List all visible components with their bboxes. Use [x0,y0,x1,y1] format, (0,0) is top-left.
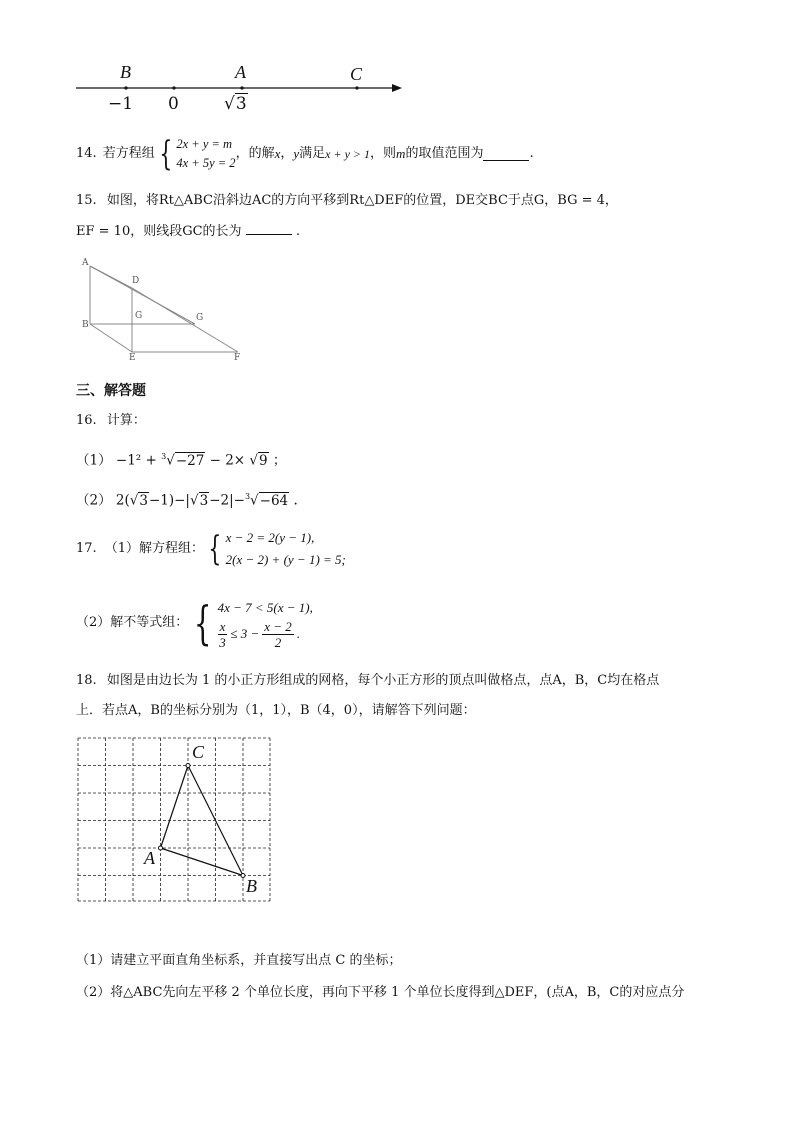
q16-p2-a: 2( [115,492,130,509]
point-zero [172,86,175,89]
q17-p2-frac2: $\frac{x - 2}{2}$ [264,618,292,650]
q16-p1-a: −1² + [115,452,162,469]
segment-ad [90,266,132,288]
segment-df [132,288,238,352]
q18-number: 18. [76,673,97,688]
q15-line2b: . [295,224,300,239]
q16-p2-end: . [293,492,298,509]
tick-sqrt3: √3 [224,94,247,114]
fig-label-g-inner: G [135,311,143,321]
q16-p2-cube: −64 [259,492,289,509]
question-15-line2 [76,222,300,241]
point-b [241,874,245,878]
fig-label-d: D [132,276,140,286]
q15-line1: 如图，将Rt△ABC沿斜边AC的方向平移到Rt△DEF的位置，DE交BC于点G，BG = 4， [106,193,618,208]
number-line [70,58,410,118]
label-a: A [235,62,246,82]
q16-number: 16. [76,413,97,428]
q14-eq2: 4x + 5y = 2 [176,156,236,170]
segment-be [90,324,132,352]
q16-p1-b: − 2× [209,452,246,469]
q14-mid2: 满足 [299,146,326,161]
fig-label-f: F [234,353,241,363]
q14-mid3: ，则 [370,146,397,161]
question-18-part2: （2）将△ABC先向左平移 2 个单位长度，再向下平移 1 个单位长度得到△DEF，(点A，B，C的对应点分 [76,985,685,1000]
q16-title: 计算： [106,413,146,428]
q15-answer-blank [246,222,292,235]
q16-p2-b: −1)−| [148,492,190,509]
q15-figure [80,258,250,366]
q17-number: 17. [76,541,97,556]
fig-label-g: G [196,313,204,323]
q15-figure-svg [80,258,250,366]
question-18-line2 [76,702,476,720]
q16-p1-cube-index: 3 [161,452,167,461]
q18-line1: 如图是由边长为 1 的小正方形组成的网格，每个小正方形的顶点叫做格点，点A，B，C均在格点 [106,673,660,688]
q16-p1-label: （1） [76,452,112,469]
section-title: 三、解答题 [76,383,146,399]
q16-p2-label: （2） [76,492,112,509]
q17-p2-system [188,597,313,650]
fig-label-a: A [82,258,89,268]
brace-icon: { [194,596,212,650]
tick-zero: 0 [168,94,179,114]
question-14 [76,134,534,174]
label-c: C [350,64,363,84]
q14-answer-blank [483,148,529,161]
q16-p2-sqrt2: 3 [199,492,209,509]
q17-p1-system [204,527,346,571]
q14-condition: x + y > 1 [325,147,371,161]
q16-p2-c: −2|− [209,492,245,509]
q17-p2-label: （2）解不等式组： [76,615,189,630]
grid-label-a: A [144,848,155,868]
q14-y: y [293,146,300,161]
point-c [355,86,358,89]
question-17-part2 [76,592,313,654]
q17-p2-mid: ≤ 3 − [230,626,260,641]
brace-icon: { [159,134,173,174]
question-16-part2: （2） 2(√3−1)−|√3−2|−$^3$√−64 . [76,492,298,509]
question-18-line1 [76,672,659,690]
q17-p1-eq2: 2(x − 2) + (y − 1) = 5; [225,552,346,567]
q14-comma: ， [280,146,294,161]
q14-x: x [274,146,281,161]
q14-mid1: ，的解 [235,146,275,161]
grid-label-b: B [246,876,257,896]
q14-lead: 若方程组 [102,146,155,161]
q16-p1-end: ； [272,452,287,469]
q16-p2-cube-index: 3 [244,492,251,501]
q15-number: 15. [76,193,97,208]
arrow-icon [392,84,402,92]
q14-number: 14. [76,146,97,161]
q17-p1-eq1: x − 2 = 2(y − 1), [225,530,315,545]
q14-eq1: 2x + y = m [176,137,233,151]
point-a [240,86,243,89]
q15-line2a: EF = 10，则线段GC的长为 [76,224,242,239]
q18-line2: 上．若点A，B的坐标分别为（1，1），B（4，0），请解答下列问题： [76,703,476,718]
q14-system [155,135,236,173]
q17-p1-label: （1）解方程组： [104,541,204,556]
q16-p2-sqrt1: 3 [139,492,148,509]
q14-end: . [529,146,534,161]
question-18-part1: （1）请建立平面直角坐标系，并直接写出点 C 的坐标； [76,953,402,968]
grid-label-c: C [192,742,205,762]
q17-p2-end: . [296,626,301,641]
q18-grid-figure [76,736,276,906]
question-16-title [76,412,146,430]
q16-p1-cube: −27 [175,452,205,469]
sqrt3-radicand: 3 [235,94,247,114]
question-15-line1 [76,192,618,210]
q14-tail: 的取值范围为 [405,146,484,161]
point-b [124,86,127,89]
q17-p2-frac1: $\frac{x}{3}$ [219,618,226,650]
tick-neg1: −1 [108,94,134,114]
label-b: B [120,62,131,82]
fig-label-b: B [82,320,89,330]
point-c [186,764,190,768]
brace-icon: { [208,529,222,569]
point-a [159,846,163,850]
q14-m: m [396,146,406,161]
q17-p2-eq1: 4x − 7 < 5(x − 1), [217,599,313,615]
question-16-part1: （1） −1² + $^3$√−27 − 2× √9 ； [76,452,287,469]
fig-label-e: E [129,353,136,363]
q16-p1-sqrt: 9 [259,452,268,469]
question-17-part1 [76,526,346,572]
